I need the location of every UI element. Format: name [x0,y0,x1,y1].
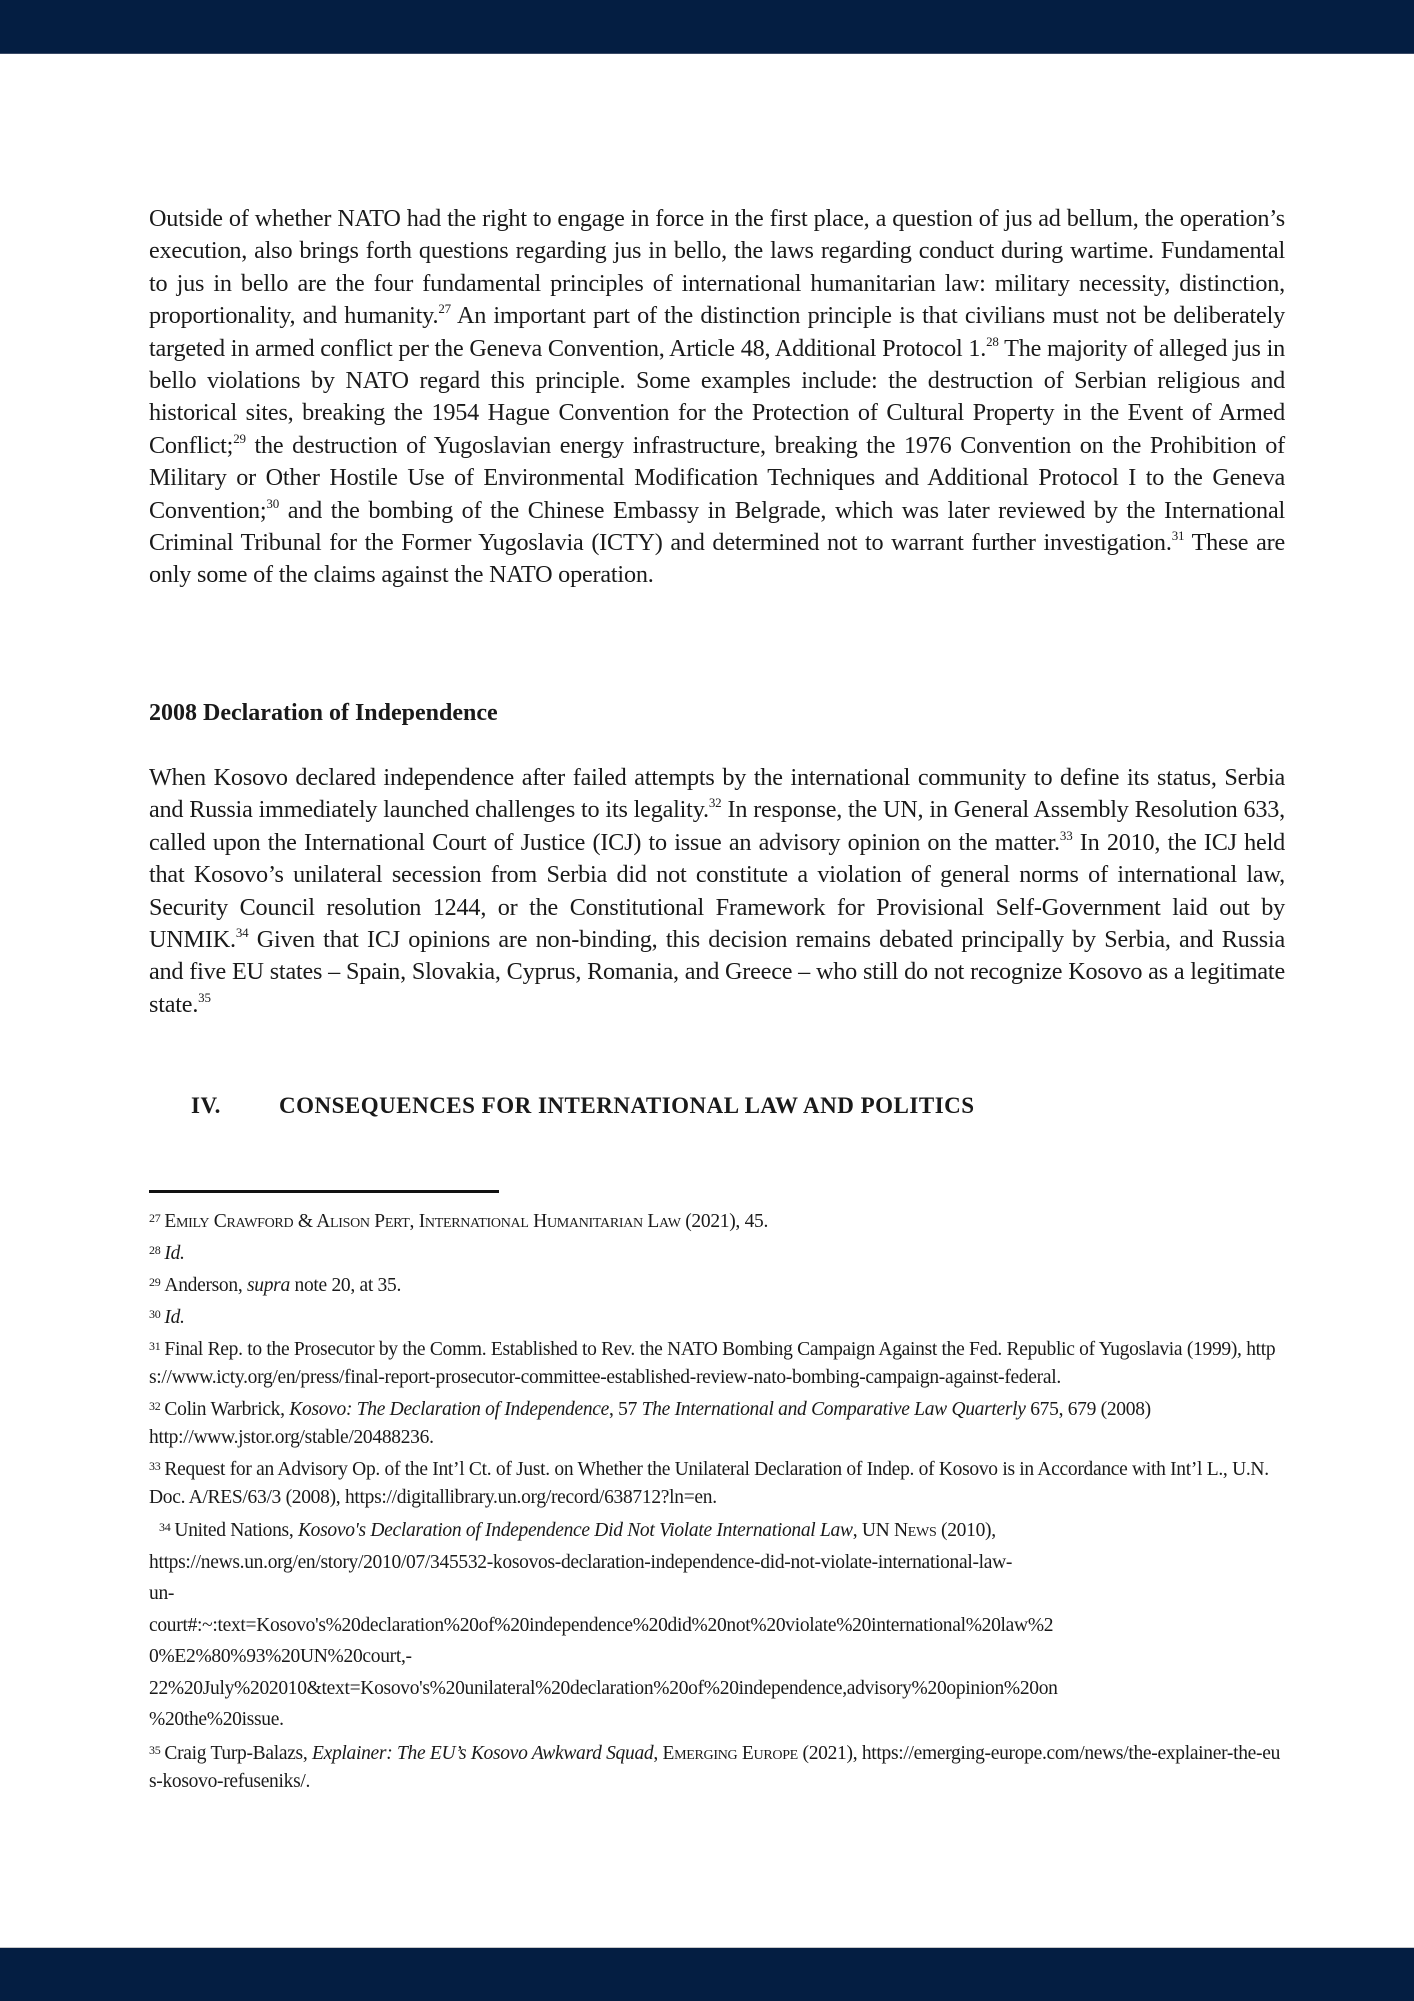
footnote-34-link-1[interactable]: https://news.un.org/en/story/2010/07/345532-kosovos-declaration-independence-did-not-violate-international-law- [149,1551,1013,1573]
footnote-ref-31[interactable]: 31 [1171,528,1185,544]
footnote-ref-34[interactable]: 34 [235,925,249,941]
footnote-34-link-5[interactable]: 22%20July%202010&text=Kosovo's%20unilateral%20declaration%20of%20independence,advisory%20opinion%20on [149,1677,1058,1699]
footnote-34-link-4[interactable]: 0%E2%80%93%20UN%20court,- [149,1646,412,1667]
footnote-31-link[interactable]: https://www.icty.org/en/press/final-report-prosecutor-committee-established-review-nato-bombing-campaign-against-federal. [149,1339,1276,1388]
footnote-29: $^{29}$ Anderson, supra note 20, at 35. [149,1275,402,1296]
paragraph-jus-in-bello: Outside of whether NATO had the right to engage in force in the first place, a question of jus ad bellum, the operation’s execution, also brings forth questions regarding jus in bello, the laws regarding conduct during wartime. Fundamental to jus in bello are the four fundamental principles of international humanitarian law: military necessity, distinction, proportionality, and humanity.$^{27}$ An important part of the distinction principle is that civilians must not be deliberately targeted in armed conflict per the Geneva Convention, Article 48, Additional Protocol 1.28 The majority of alleged jus in bello violations by NATO regard this principle. Some examples include: the destruction of Serbian religious and historical sites, breaking the 1954 Hague Convention for the Protection of Cultural Property in the Event of Armed Conflict;$^{29}$ the destruction of Yugoslavian energy infrastructure, breaking the 1976 Convention on the Prohibition of Military or Other Hostile Use of Environmental Modification Techniques and Additional Protocol I to the Geneva Convention;$^{30}$ and the bombing of the Chinese Embassy in Belgrade, which was later reviewed by the International Criminal Tribunal for the Former Yugoslavia (ICTY) and determined not to warrant further investigation.$^{31}$ These are only some of the claims against the NATO operation. [149,205,1285,589]
footnote-34-link-6[interactable]: %20the%20issue. [149,1709,284,1730]
footnote-32-link[interactable]: http://www.jstor.org/stable/20488236. [149,1427,434,1448]
section-heading-iv: IV. CONSEQUENCES FOR INTERNATIONAL LAW AND POLITICS [191,1093,975,1118]
footnote-35-link[interactable]: https://emerging-europe.com/news/the-explainer-the-eus-kosovo-refuseniks/. [149,1742,1281,1792]
footnote-34-link-2[interactable]: un- [149,1583,175,1604]
footnote-ref-28[interactable]: 28 [986,333,999,349]
footnote-34-url [149,1547,1285,1736]
footnote-ref-27[interactable]: 27 [438,301,451,317]
footnote-28: $^{28}$ Id. [149,1243,185,1264]
footnotes [149,1204,1285,1796]
footnote-separator [149,1190,499,1193]
footnote-27: $^{27}$ Emily Crawford & Alison Pert, International Humanitarian Law (2021), 45. [149,1211,769,1232]
footnote-ref-32[interactable]: 32 [708,795,722,811]
footnote-30: $^{30}$ Id. [149,1307,185,1328]
footnote-ref-35[interactable]: 35 [198,989,211,1005]
footer-bar [0,1947,1414,2001]
footnote-ref-30[interactable]: 30 [266,495,280,511]
footnote-33: $^{33}$ Request for an Advisory Op. of the Int’l Ct. of Just. on Whether the Unilateral Declaration of Indep. of Kosovo is in Accordance with Int’l L., U.N. Doc. A/RES/63/3 (2008), https://digitallibrary.un.org/record/638712?ln=en. [149,1459,1269,1508]
footnote-34: $^{34}$ United Nations, Kosovo's Declaration of Independence Did Not Violate International Law, UN News (2010), [159,1520,996,1541]
footnote-35: $^{35}$ Craig Turp-Balazs, Explainer: The EU’s Kosovo Awkward Squad, Emerging Europe (2021), https://emerging-europe.com/news/the-explainer-the-eus-kosovo-refuseniks/. [149,1742,1281,1792]
footnote-ref-29[interactable]: 29 [233,430,246,446]
subheading-2008-declaration: 2008 Declaration of Independence [149,700,498,726]
header-bar [0,0,1414,54]
page-body [149,203,1286,1118]
footnote-32: $^{32}$ Colin Warbrick, Kosovo: The Declaration of Independence, 57 The International and Comparative Law Quarterly 675, 679 (2008) http://www.jstor.org/stable/20488236. [149,1399,1151,1448]
footnote-ref-33[interactable]: 33 [1059,827,1073,843]
footnote-33-link[interactable]: https://digitallibrary.un.org/record/638712?ln=en. [344,1487,717,1508]
footnote-31: $^{31}$ Final Rep. to the Prosecutor by the Comm. Established to Rev. the NATO Bombing Campaign Against the Fed. Republic of Yugoslavia (1999), https://www.icty.org/en/press/final-report-prosecutor-committee-established-review-nato-bombing-campaign-against-federal. [149,1339,1276,1388]
footnote-34-link-3[interactable]: court#:~:text=Kosovo's%20declaration%20of%20independence%20did%20not%20violate%20international%20law%2 [149,1614,1054,1636]
paragraph-independence: When Kosovo declared independence after failed attempts by the international community to define its status, Serbia and Russia immediately launched challenges to its legality.$^{32}$ In response, the UN, in General Assembly Resolution 633, called upon the International Court of Justice (ICJ) to issue an advisory opinion on the matter.$^{33}$ In 2010, the ICJ held that Kosovo’s unilateral secession from Serbia did not constitute a violation of general norms of international law, Security Council resolution 1244, or the Constitutional Framework for Provisional Self-Government laid out by UNMIK.$^{34}$ Given that ICJ opinions are non-binding, this decision remains debated principally by Serbia, and Russia and five EU states – Spain, Slovakia, Cyprus, Romania, and Greece – who still do not recognize Kosovo as a legitimate state.$^{35}$ [149,764,1286,1018]
